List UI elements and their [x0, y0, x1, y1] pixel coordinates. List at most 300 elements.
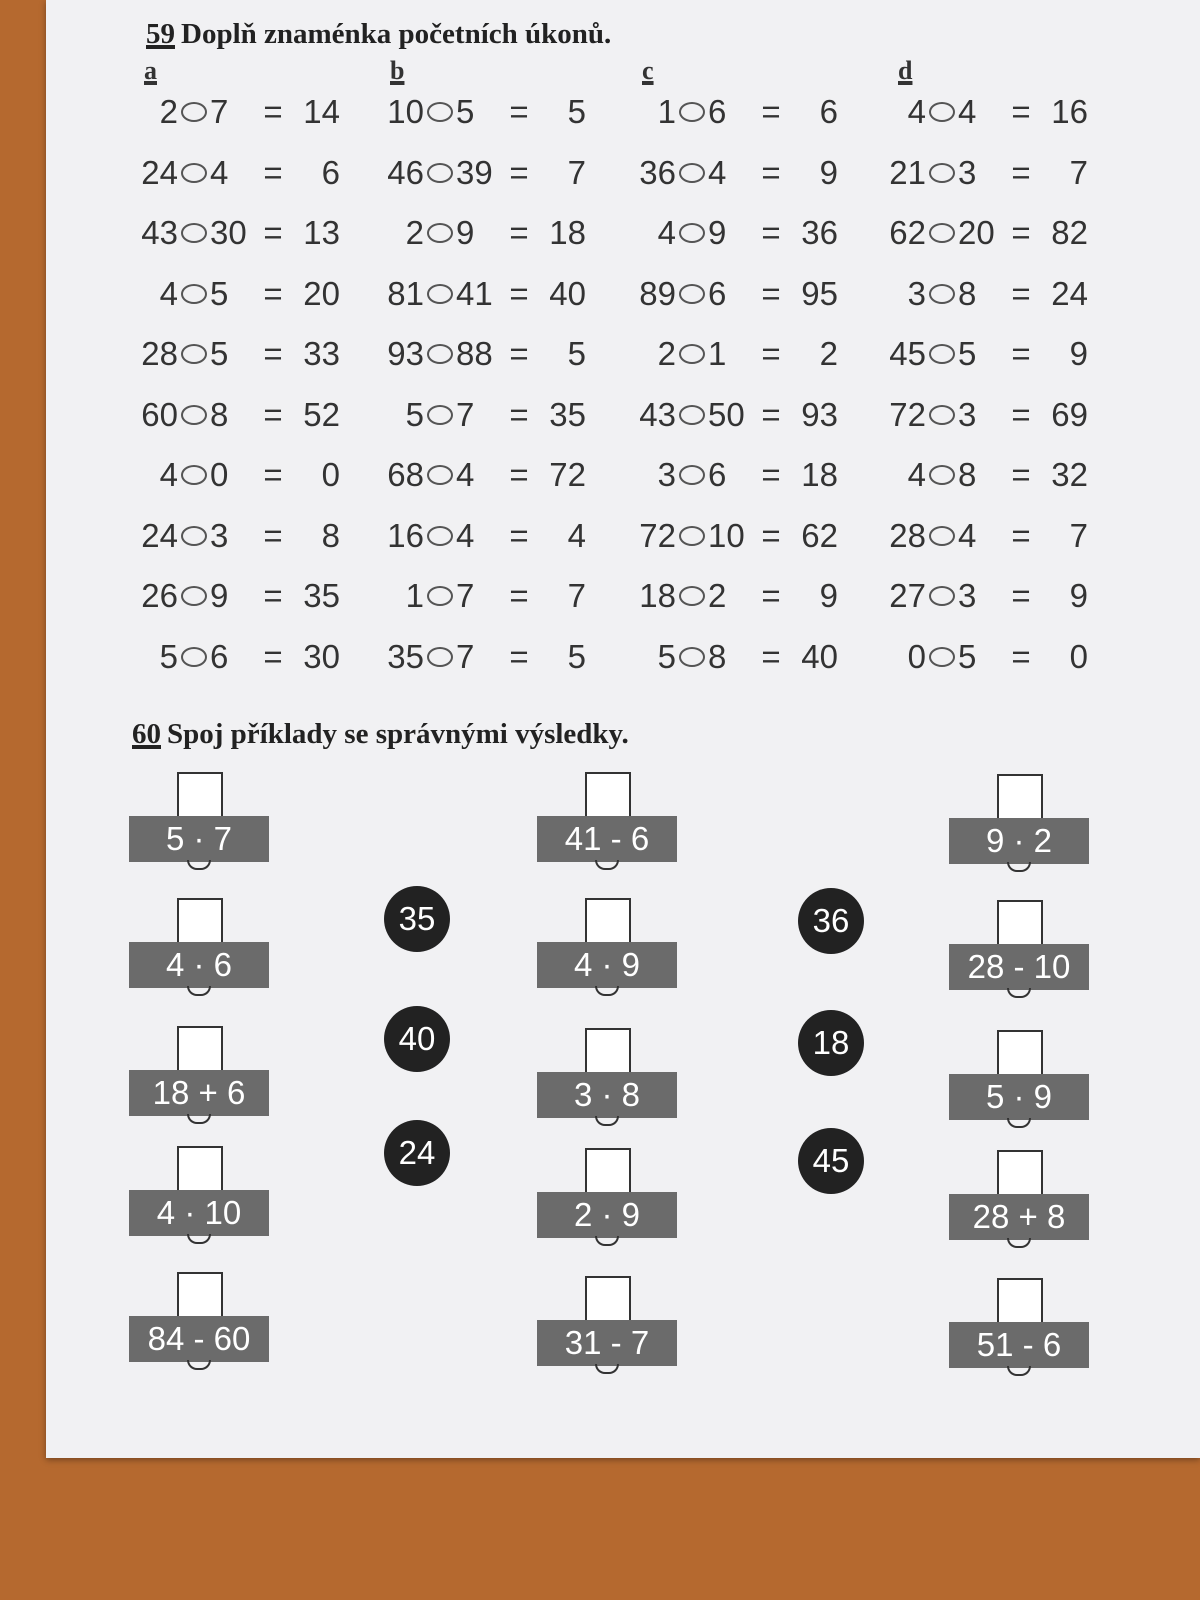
- result: 40: [801, 637, 838, 675]
- operand-2: 3: [958, 577, 977, 614]
- operand-1: 16: [387, 516, 424, 554]
- equation-row: [126, 92, 340, 132]
- operator-circle-blank[interactable]: [181, 465, 207, 485]
- worksheet-page: [46, 0, 1200, 1458]
- expression-label: 18 + 6: [129, 1070, 269, 1116]
- connector-hook: [595, 1236, 619, 1246]
- operand-1: 43: [639, 395, 676, 433]
- expression-card: [129, 772, 269, 868]
- equals-sign: =: [761, 516, 781, 554]
- expression-label: 4 · 6: [129, 942, 269, 988]
- operand-2: 5: [210, 274, 229, 312]
- operator-circle-blank[interactable]: [427, 284, 453, 304]
- result-circle[interactable]: 24: [384, 1120, 450, 1186]
- operand-1: 72: [639, 516, 676, 554]
- expression-card: [129, 898, 269, 994]
- equals-sign: =: [263, 516, 283, 554]
- equation-row: [874, 274, 1088, 314]
- expression-label: 41 - 6: [537, 816, 677, 862]
- equation-row: [372, 576, 586, 616]
- operator-circle-blank[interactable]: [679, 102, 705, 122]
- operand-2: 4: [958, 93, 977, 130]
- result: 8: [321, 516, 340, 554]
- result: 20: [303, 274, 340, 312]
- operator-circle-blank[interactable]: [929, 284, 955, 304]
- equation-row: [126, 395, 340, 435]
- connector-hook: [1007, 1238, 1031, 1248]
- equals-sign: =: [761, 274, 781, 312]
- equals-sign: =: [509, 516, 529, 554]
- expression-label: 28 - 10: [949, 944, 1089, 990]
- operand-2: 0: [210, 456, 229, 493]
- operator-circle-blank[interactable]: [427, 465, 453, 485]
- operator-circle-blank[interactable]: [679, 344, 705, 364]
- operator-circle-blank[interactable]: [929, 344, 955, 364]
- operand-2: 50: [708, 395, 745, 433]
- operand-2: 5: [958, 637, 977, 675]
- operand-1: 26: [141, 577, 178, 614]
- result: 13: [303, 214, 340, 251]
- expression-card: [537, 1276, 677, 1372]
- equation-row: [624, 455, 838, 495]
- result: 16: [1051, 93, 1088, 130]
- operator-circle-blank[interactable]: [679, 284, 705, 304]
- equals-sign: =: [761, 335, 781, 372]
- operand-2: 3: [210, 516, 229, 554]
- operator-circle-blank[interactable]: [929, 647, 955, 667]
- exercise-number: 59: [146, 18, 175, 50]
- equation-row: [372, 213, 586, 253]
- operand-2: 4: [958, 516, 977, 554]
- answer-box[interactable]: [585, 1148, 631, 1194]
- equals-sign: =: [1011, 153, 1031, 191]
- operand-2: 9: [708, 214, 727, 251]
- equation-row: [624, 213, 838, 253]
- expression-card: [537, 772, 677, 868]
- expression-label: 28 + 8: [949, 1194, 1089, 1240]
- operand-1: 5: [405, 395, 424, 433]
- result: 93: [801, 395, 838, 433]
- connector-hook: [187, 1234, 211, 1244]
- operator-circle-blank[interactable]: [679, 586, 705, 606]
- operand-1: 4: [907, 456, 926, 493]
- operand-2: 9: [456, 214, 475, 251]
- operand-1: 81: [387, 274, 424, 312]
- connector-hook: [1007, 1118, 1031, 1128]
- equals-sign: =: [1011, 637, 1031, 675]
- expression-card: [129, 1026, 269, 1122]
- operand-1: 45: [889, 335, 926, 372]
- operand-2: 4: [456, 516, 475, 554]
- operator-circle-blank[interactable]: [679, 526, 705, 546]
- result: 40: [549, 274, 586, 312]
- operand-1: 72: [889, 395, 926, 433]
- operand-1: 18: [639, 577, 676, 614]
- connector-hook: [595, 1364, 619, 1374]
- expression-card: [949, 774, 1089, 870]
- expression-label: 51 - 6: [949, 1322, 1089, 1368]
- result: 9: [819, 153, 838, 191]
- result-circle[interactable]: 40: [384, 1006, 450, 1072]
- operator-circle-blank[interactable]: [181, 102, 207, 122]
- answer-box[interactable]: [177, 1272, 223, 1318]
- result-circle[interactable]: 45: [798, 1128, 864, 1194]
- connector-hook: [1007, 862, 1031, 872]
- operand-2: 1: [708, 335, 727, 372]
- operator-circle-blank[interactable]: [427, 102, 453, 122]
- expression-card: [129, 1272, 269, 1368]
- equals-sign: =: [1011, 214, 1031, 251]
- expression-label: 5 · 7: [129, 816, 269, 862]
- operand-2: 8: [958, 274, 977, 312]
- equation-row: [126, 334, 340, 374]
- operand-1: 27: [889, 577, 926, 614]
- equation-row: [624, 92, 838, 132]
- operator-circle-blank[interactable]: [929, 405, 955, 425]
- operator-circle-blank[interactable]: [181, 223, 207, 243]
- answer-box[interactable]: [997, 900, 1043, 946]
- operand-2: 30: [210, 214, 247, 251]
- result: 7: [1069, 516, 1088, 554]
- equation-row: [874, 92, 1088, 132]
- expression-card: [537, 898, 677, 994]
- connector-hook: [187, 860, 211, 870]
- answer-box[interactable]: [177, 772, 223, 818]
- equals-sign: =: [509, 214, 529, 251]
- operand-1: 5: [657, 637, 676, 675]
- operand-1: 4: [159, 274, 178, 312]
- operand-1: 10: [387, 93, 424, 130]
- answer-box[interactable]: [997, 1150, 1043, 1196]
- connector-hook: [187, 986, 211, 996]
- operand-2: 2: [708, 577, 727, 614]
- equation-row: [874, 334, 1088, 374]
- operand-2: 39: [456, 153, 493, 191]
- operator-circle-blank[interactable]: [181, 284, 207, 304]
- operand-2: 8: [958, 456, 977, 493]
- operand-1: 24: [141, 516, 178, 554]
- equals-sign: =: [263, 214, 283, 251]
- result: 30: [303, 637, 340, 675]
- operand-2: 6: [708, 274, 727, 312]
- operand-2: 5: [958, 335, 977, 372]
- answer-box[interactable]: [585, 772, 631, 818]
- operand-2: 8: [210, 395, 229, 433]
- equation-row: [372, 516, 586, 556]
- exercise-59-title: [146, 18, 611, 51]
- equation-row: [624, 395, 838, 435]
- operand-1: 60: [141, 395, 178, 433]
- operator-circle-blank[interactable]: [181, 163, 207, 183]
- expression-card: [949, 1150, 1089, 1246]
- expression-card: [537, 1028, 677, 1124]
- operator-circle-blank[interactable]: [427, 647, 453, 667]
- operand-2: 7: [456, 395, 475, 433]
- operand-1: 2: [159, 93, 178, 130]
- result: 35: [549, 395, 586, 433]
- operand-1: 3: [907, 274, 926, 312]
- result: 14: [303, 93, 340, 130]
- operand-2: 8: [708, 637, 727, 675]
- equation-row: [126, 576, 340, 616]
- answer-box[interactable]: [177, 898, 223, 944]
- equals-sign: =: [1011, 274, 1031, 312]
- operator-circle-blank[interactable]: [929, 526, 955, 546]
- result: 0: [321, 456, 340, 493]
- equation-row: [372, 92, 586, 132]
- operand-1: 2: [657, 335, 676, 372]
- equation-row: [372, 153, 586, 193]
- expression-label: 4 · 9: [537, 942, 677, 988]
- operand-1: 21: [889, 153, 926, 191]
- equation-row: [126, 213, 340, 253]
- expression-card: [949, 1278, 1089, 1374]
- equals-sign: =: [509, 637, 529, 675]
- exercise-number: 60: [132, 718, 161, 750]
- operand-2: 6: [708, 456, 727, 493]
- operator-circle-blank[interactable]: [427, 344, 453, 364]
- operator-circle-blank[interactable]: [679, 223, 705, 243]
- column-label-a: a: [144, 56, 157, 85]
- connector-hook: [595, 860, 619, 870]
- equals-sign: =: [761, 577, 781, 614]
- equals-sign: =: [509, 456, 529, 493]
- operand-1: 46: [387, 153, 424, 191]
- result-circle[interactable]: 18: [798, 1010, 864, 1076]
- operand-1: 43: [141, 214, 178, 251]
- equation-row: [874, 637, 1088, 677]
- result: 36: [801, 214, 838, 251]
- result: 7: [567, 153, 586, 191]
- exercise-60-title: [132, 718, 629, 751]
- column-label-c: c: [642, 56, 654, 85]
- equation-row: [126, 274, 340, 314]
- operand-1: 28: [141, 335, 178, 372]
- result: 9: [1069, 335, 1088, 372]
- result: 69: [1051, 395, 1088, 433]
- exercise-instruction: Doplň znaménka početních úkonů.: [181, 18, 612, 50]
- result: 6: [819, 93, 838, 130]
- operator-circle-blank[interactable]: [679, 647, 705, 667]
- expression-label: 31 - 7: [537, 1320, 677, 1366]
- operand-1: 62: [889, 214, 926, 251]
- operand-1: 1: [405, 577, 424, 614]
- operator-circle-blank[interactable]: [929, 223, 955, 243]
- operator-circle-blank[interactable]: [181, 405, 207, 425]
- equals-sign: =: [761, 395, 781, 433]
- operand-2: 5: [210, 335, 229, 372]
- result: 62: [801, 516, 838, 554]
- result: 5: [567, 637, 586, 675]
- connector-hook: [1007, 1366, 1031, 1376]
- operand-1: 93: [387, 335, 424, 372]
- operator-circle-blank[interactable]: [679, 163, 705, 183]
- connector-hook: [595, 986, 619, 996]
- expression-label: 5 · 9: [949, 1074, 1089, 1120]
- equation-row: [874, 213, 1088, 253]
- expression-card: [949, 1030, 1089, 1126]
- operator-circle-blank[interactable]: [679, 405, 705, 425]
- operand-2: 20: [958, 214, 995, 251]
- equals-sign: =: [263, 456, 283, 493]
- expression-card: [129, 1146, 269, 1242]
- equals-sign: =: [1011, 456, 1031, 493]
- operand-1: 89: [639, 274, 676, 312]
- result: 9: [1069, 577, 1088, 614]
- operand-2: 7: [210, 93, 229, 130]
- equals-sign: =: [1011, 395, 1031, 433]
- operand-2: 7: [456, 577, 475, 614]
- operator-circle-blank[interactable]: [181, 586, 207, 606]
- equation-row: [874, 395, 1088, 435]
- equals-sign: =: [1011, 577, 1031, 614]
- result: 18: [549, 214, 586, 251]
- answer-box[interactable]: [997, 774, 1043, 820]
- result: 7: [567, 577, 586, 614]
- result-circle[interactable]: 35: [384, 886, 450, 952]
- operand-2: 4: [456, 456, 475, 493]
- expression-label: 9 · 2: [949, 818, 1089, 864]
- operand-2: 5: [456, 93, 475, 130]
- equation-row: [372, 274, 586, 314]
- operand-1: 68: [387, 456, 424, 493]
- operator-circle-blank[interactable]: [679, 465, 705, 485]
- result: 35: [303, 577, 340, 614]
- answer-box[interactable]: [997, 1278, 1043, 1324]
- equation-row: [624, 576, 838, 616]
- result-circle[interactable]: 36: [798, 888, 864, 954]
- expression-label: 84 - 60: [129, 1316, 269, 1362]
- result: 95: [801, 274, 838, 312]
- expression-card: [949, 900, 1089, 996]
- answer-box[interactable]: [177, 1146, 223, 1192]
- equals-sign: =: [263, 395, 283, 433]
- operand-2: 88: [456, 335, 493, 372]
- expression-card: [537, 1148, 677, 1244]
- operator-circle-blank[interactable]: [181, 647, 207, 667]
- operand-1: 35: [387, 637, 424, 675]
- equals-sign: =: [1011, 335, 1031, 372]
- equation-row: [874, 576, 1088, 616]
- operand-2: 10: [708, 516, 745, 554]
- result: 5: [567, 93, 586, 130]
- column-label-d: d: [898, 56, 913, 85]
- operand-1: 36: [639, 153, 676, 191]
- answer-box[interactable]: [585, 1276, 631, 1322]
- operand-2: 6: [708, 93, 727, 130]
- answer-box[interactable]: [585, 898, 631, 944]
- operator-circle-blank[interactable]: [427, 163, 453, 183]
- result: 4: [567, 516, 586, 554]
- answer-box[interactable]: [585, 1028, 631, 1074]
- equals-sign: =: [761, 456, 781, 493]
- operator-circle-blank[interactable]: [929, 586, 955, 606]
- equals-sign: =: [1011, 93, 1031, 130]
- result: 2: [819, 335, 838, 372]
- equation-row: [624, 274, 838, 314]
- equation-row: [126, 637, 340, 677]
- operand-2: 3: [958, 153, 977, 191]
- operator-circle-blank[interactable]: [929, 102, 955, 122]
- exercise-instruction: Spoj příklady se správnými výsledky.: [167, 718, 629, 750]
- operator-circle-blank[interactable]: [181, 526, 207, 546]
- operand-2: 41: [456, 274, 493, 312]
- expression-label: 2 · 9: [537, 1192, 677, 1238]
- equals-sign: =: [263, 577, 283, 614]
- equation-row: [372, 395, 586, 435]
- connector-hook: [187, 1360, 211, 1370]
- column-label-b: b: [390, 56, 405, 85]
- equation-row: [624, 334, 838, 374]
- result: 7: [1069, 153, 1088, 191]
- operator-circle-blank[interactable]: [929, 465, 955, 485]
- answer-box[interactable]: [997, 1030, 1043, 1076]
- operand-2: 9: [210, 577, 229, 614]
- operator-circle-blank[interactable]: [427, 405, 453, 425]
- connector-hook: [595, 1116, 619, 1126]
- equals-sign: =: [509, 335, 529, 372]
- equation-row: [624, 516, 838, 556]
- result: 5: [567, 335, 586, 372]
- equals-sign: =: [761, 93, 781, 130]
- equation-row: [372, 334, 586, 374]
- equals-sign: =: [761, 153, 781, 191]
- result: 0: [1069, 637, 1088, 675]
- equation-row: [874, 153, 1088, 193]
- equation-row: [874, 516, 1088, 556]
- result: 52: [303, 395, 340, 433]
- equals-sign: =: [263, 274, 283, 312]
- operand-1: 4: [657, 214, 676, 251]
- expression-label: 3 · 8: [537, 1072, 677, 1118]
- equation-row: [372, 455, 586, 495]
- equation-row: [126, 153, 340, 193]
- operand-1: 2: [405, 214, 424, 251]
- equation-row: [874, 455, 1088, 495]
- operand-1: 4: [159, 456, 178, 493]
- operator-circle-blank[interactable]: [929, 163, 955, 183]
- operator-circle-blank[interactable]: [427, 586, 453, 606]
- equals-sign: =: [509, 395, 529, 433]
- operator-circle-blank[interactable]: [427, 526, 453, 546]
- equation-row: [126, 516, 340, 556]
- operand-1: 24: [141, 153, 178, 191]
- equation-row: [624, 637, 838, 677]
- expression-label: 4 · 10: [129, 1190, 269, 1236]
- operator-circle-blank[interactable]: [427, 223, 453, 243]
- result: 24: [1051, 274, 1088, 312]
- connector-hook: [1007, 988, 1031, 998]
- equals-sign: =: [761, 214, 781, 251]
- equals-sign: =: [263, 637, 283, 675]
- equals-sign: =: [1011, 516, 1031, 554]
- operator-circle-blank[interactable]: [181, 344, 207, 364]
- equation-row: [624, 153, 838, 193]
- operand-2: 4: [708, 153, 727, 191]
- equals-sign: =: [263, 153, 283, 191]
- result: 33: [303, 335, 340, 372]
- result: 6: [321, 153, 340, 191]
- operand-1: 4: [907, 93, 926, 130]
- equation-row: [372, 637, 586, 677]
- equation-row: [126, 455, 340, 495]
- answer-box[interactable]: [177, 1026, 223, 1072]
- result: 9: [819, 577, 838, 614]
- operand-1: 5: [159, 637, 178, 675]
- operand-2: 6: [210, 637, 229, 675]
- operand-2: 4: [210, 153, 229, 191]
- equals-sign: =: [509, 153, 529, 191]
